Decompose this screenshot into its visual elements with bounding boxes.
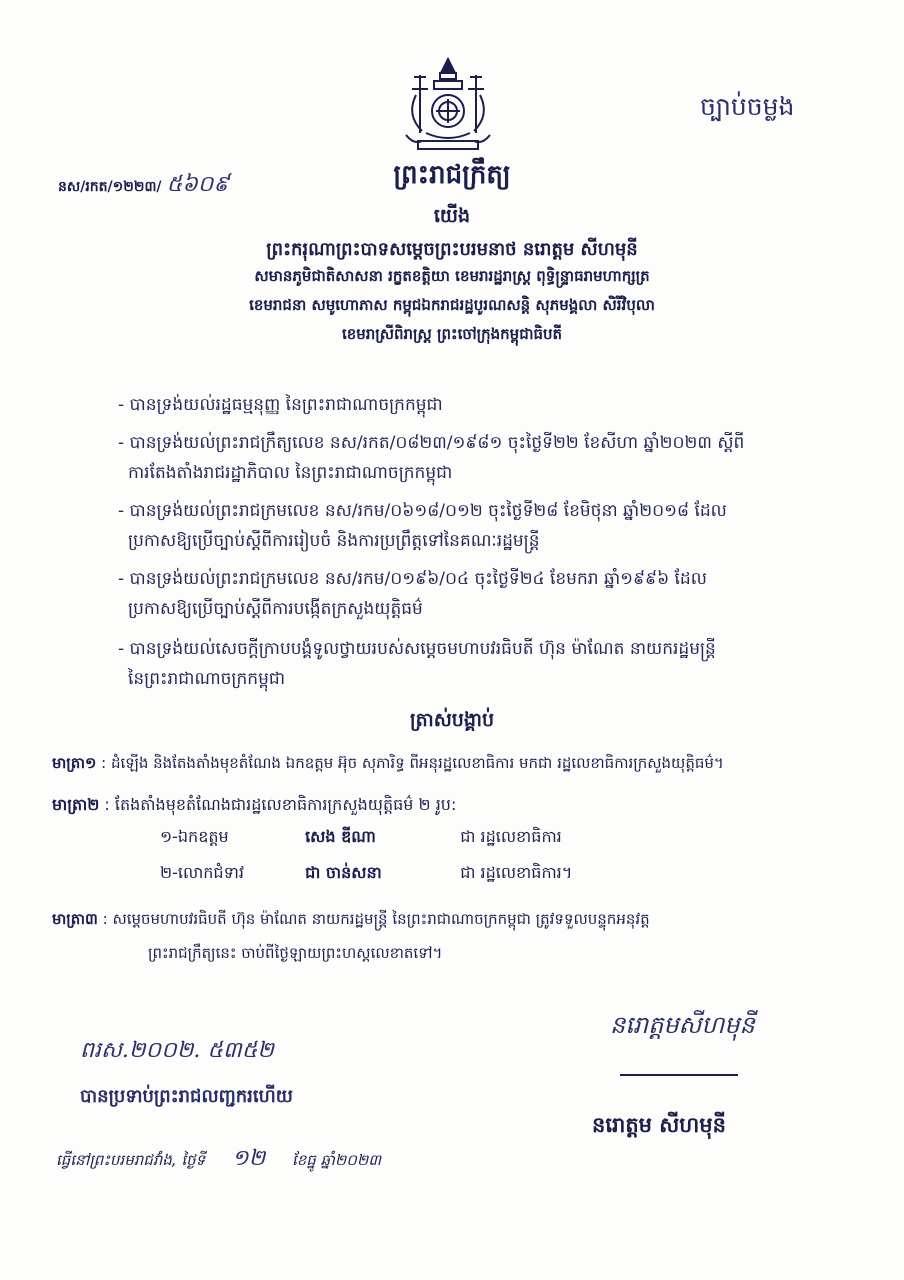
seal-applied-note: បានប្រទាប់ព្រះរាជលញ្ជករហើយ — [80, 1086, 293, 1107]
consideration-2-cont: ការតែងតាំងរាជរដ្ឋាភិបាល នៃព្រះរាជាណាចក្រកម្ពុជា — [128, 463, 453, 483]
consideration-3-cont: ប្រកាសឱ្យប្រើច្បាប់ស្តីពីការរៀបចំ និងការប្រព្រឹត្តទៅនៃគណៈរដ្ឋមន្ត្រី — [128, 531, 540, 551]
order-heading: ត្រាស់បង្គាប់ — [409, 709, 495, 731]
consideration-5-cont: នៃព្រះរាជាណាចក្រកម្ពុជា — [128, 669, 286, 689]
article-3-text: : សម្តេចមហាបវរធិបតី ហ៊ុន ម៉ាណែត នាយករដ្ឋមន្ត្រី នៃព្រះរាជាណាចក្រកម្ពុជា ត្រូវទទួលបន្ទុកអនុវត្ត — [97, 910, 650, 928]
month-year: ខែធ្នូ ឆ្នាំ២០២៣ — [292, 1151, 382, 1169]
doc-number-handwritten: ៥៦០៩ — [166, 172, 229, 197]
signature-line — [620, 1074, 738, 1076]
signer-name: នរោត្តម សីហមុនី — [592, 1113, 726, 1137]
consideration-5: - បានទ្រង់យល់សេចក្តីក្រាបបង្គំទូលថ្វាយរបស់សម្តេចមហាបវរធិបតី ហ៊ុន ម៉ាណែត នាយករដ្ឋមន្ត្រី — [118, 639, 716, 659]
signature: នរោត្តមសីហមុនី — [610, 1011, 755, 1039]
article-1-label: មាត្រា១ — [52, 754, 97, 772]
appointee-1 — [160, 826, 562, 850]
article-2 — [52, 790, 456, 820]
article-2-text: : តែងតាំងមុខតំណែងជារដ្ឋលេខាធិការក្រសួងយុត្តិធម៌ ២ រូប: — [99, 795, 457, 814]
doc-number-prefix: នស/រកត/១២២៣/ — [58, 179, 162, 195]
we-heading: យើង — [433, 205, 471, 227]
day-handwritten: ១២ — [231, 1146, 266, 1171]
decree-title: ព្រះរាជក្រឹត្យ — [393, 160, 511, 190]
king-line-4: ខេមរាស្រីពិរាស្ត្រ ព្រះចៅក្រុងកម្ពុជាធិបតី — [341, 325, 563, 343]
appointee-2 — [160, 862, 572, 886]
place-date-label: ធ្វើនៅព្រះបរមរាជវាំង, ថ្ងៃទី — [56, 1151, 206, 1169]
royal-emblem-icon — [398, 55, 498, 153]
article-2-label: មាត្រា២ — [52, 795, 100, 814]
appointee-1-title: ១-ឯកឧត្តម — [160, 827, 229, 846]
consideration-2: - បានទ្រង់យល់ព្រះរាជក្រឹត្យលេខ នស/រកត/០៨២៣/១៩៨១ ចុះថ្ងៃទី២២ ខែសីហា ឆ្នាំ២០២៣ ស្តីពី — [118, 433, 745, 453]
appointee-2-title: ២-លោកជំទាវ — [160, 863, 244, 882]
reference-handwritten: ពរស.២០០២. ៥៣៥២ — [80, 1038, 274, 1063]
consideration-3: - បានទ្រង់យល់ព្រះរាជក្រមលេខ នស/រកម/០៦១៨/០១២ ចុះថ្ងៃទី២៨ ខែមិថុនា ឆ្នាំ២០១៨ ដែល — [118, 501, 727, 521]
consideration-1: - បានទ្រង់យល់រដ្ឋធម្មនុញ្ញ នៃព្រះរាជាណាចក្រកម្ពុជា — [118, 395, 443, 415]
article-1-text: : ដំឡើង និងតែងតាំងមុខតំណែង ឯកឧត្តម អ៊ុច សុភារិទ្ធ ពីអនុរដ្ឋលេខាធិការ មកជា រដ្ឋលេខាធិការក្រសួងយុត្តិធម៌។ — [96, 754, 724, 772]
place-date — [56, 1144, 381, 1176]
consideration-4-cont: ប្រកាសឱ្យប្រើច្បាប់ស្តីពីការបង្កើតក្រសួងយុត្តិធម៌ — [128, 599, 423, 619]
appointee-1-role: ជា រដ្ឋលេខាធិការ — [460, 827, 562, 846]
copy-mark: ច្បាប់ចម្លង — [700, 92, 795, 121]
appointee-2-role: ជា រដ្ឋលេខាធិការ។ — [460, 863, 573, 882]
king-line-3: ខេមរាជនា សមូហោភាស កម្ពុជឯករាជរដ្ឋបូរណសន្តិ សុភមង្គលា សិរីវិបុលា — [249, 296, 655, 314]
article-3-cont: ព្រះរាជក្រឹត្យនេះ ចាប់ពីថ្ងៃឡាយព្រះហស្តលេខាតទៅ។ — [148, 944, 443, 962]
king-line-1: ព្រះករុណាព្រះបាទសម្តេចព្រះបរមនាថ នរោត្តម សីហមុនី — [266, 239, 638, 260]
appointee-2-name: ជា ចាន់សនា — [305, 863, 382, 882]
document-number — [58, 170, 229, 202]
article-3 — [52, 904, 650, 934]
appointee-1-name: សេង ឌីណា — [305, 827, 376, 846]
king-line-2: សមានភូមិជាតិសាសនា រក្ខតខត្តិយា ខេមរារដ្ឋរាស្ត្រ ពុទ្ធិន្ទ្រាធរាមហាក្សត្រ — [254, 267, 650, 285]
article-3-label: មាត្រា៣ — [52, 910, 98, 928]
consideration-4: - បានទ្រង់យល់ព្រះរាជក្រមលេខ នស/រកម/០១៩៦/០៤ ចុះថ្ងៃទី២៤ ខែមករា ឆ្នាំ១៩៩៦ ដែល — [118, 569, 707, 589]
article-1 — [52, 748, 724, 778]
